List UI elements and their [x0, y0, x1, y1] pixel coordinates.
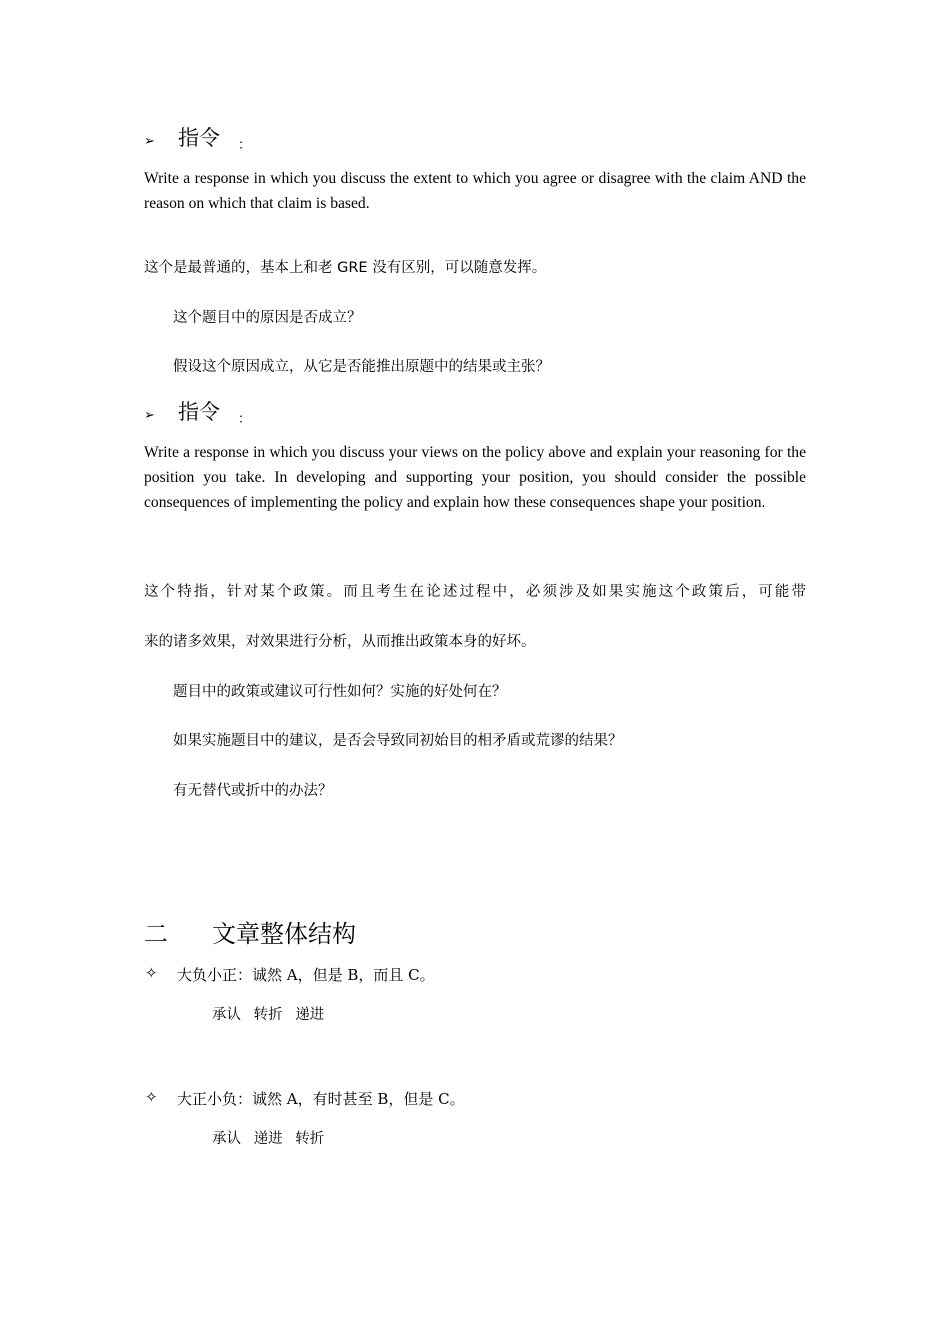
question-2-2: 如果实施题目中的建议，是否会导致同初始目的相矛盾或荒谬的结果？ — [173, 733, 623, 749]
instruction-note-2-line-2: 来的诸多效果，对效果进行分析，从而推出政策本身的好坏。 — [144, 634, 536, 650]
question-2-1: 题目中的政策或建议可行性如何？实施的好处何在？ — [173, 684, 507, 700]
section-title: 文章整体结构 — [212, 920, 356, 948]
structure-item-1: 大负小正：诚然 A，但是 B，而且 C。 — [177, 966, 435, 984]
question-1-2: 假设这个原因成立，从它是否能推出原题中的结果或主张？ — [173, 359, 550, 375]
section-number: 二 — [144, 920, 168, 948]
instruction-heading: 指令 — [178, 400, 220, 424]
star-bullet-icon: ✧ — [145, 1088, 158, 1106]
heading-colon: ： — [238, 138, 252, 153]
instruction-text-2: Write a response in which you discuss your views on the policy above and explain your reasoning for the position you take. In developing and supporting your position, you should consider the possible consequences of implementing the policy and explain how these consequences shape your position. — [144, 444, 806, 511]
instruction-note-1: 这个是最普通的，基本上和老 GRE 没有区别，可以随意发挥。 — [144, 260, 547, 276]
heading-colon: ： — [238, 412, 252, 427]
question-2-3: 有无替代或折中的办法？ — [173, 783, 333, 799]
structure-item-2-keywords: 承认 递进 转折 — [212, 1131, 325, 1147]
structure-item-1-keywords: 承认 转折 递进 — [212, 1007, 325, 1023]
instruction-heading: 指令 — [178, 126, 220, 150]
arrow-bullet-icon: ➢ — [144, 408, 155, 423]
question-1-1: 这个题目中的原因是否成立？ — [173, 310, 362, 326]
structure-item-2: 大正小负：诚然 A，有时甚至 B，但是 C。 — [177, 1090, 465, 1108]
arrow-bullet-icon: ➢ — [144, 134, 155, 149]
star-bullet-icon: ✧ — [145, 964, 158, 982]
instruction-note-2-line-1: 这个特指，针对某个政策。而且考生在论述过程中，必须涉及如果实施这个政策后，可能带 — [144, 584, 806, 600]
instruction-text-1: Write a response in which you discuss the extent to which you agree or disagree with the claim AND the reason on which that claim is based. — [144, 170, 806, 212]
